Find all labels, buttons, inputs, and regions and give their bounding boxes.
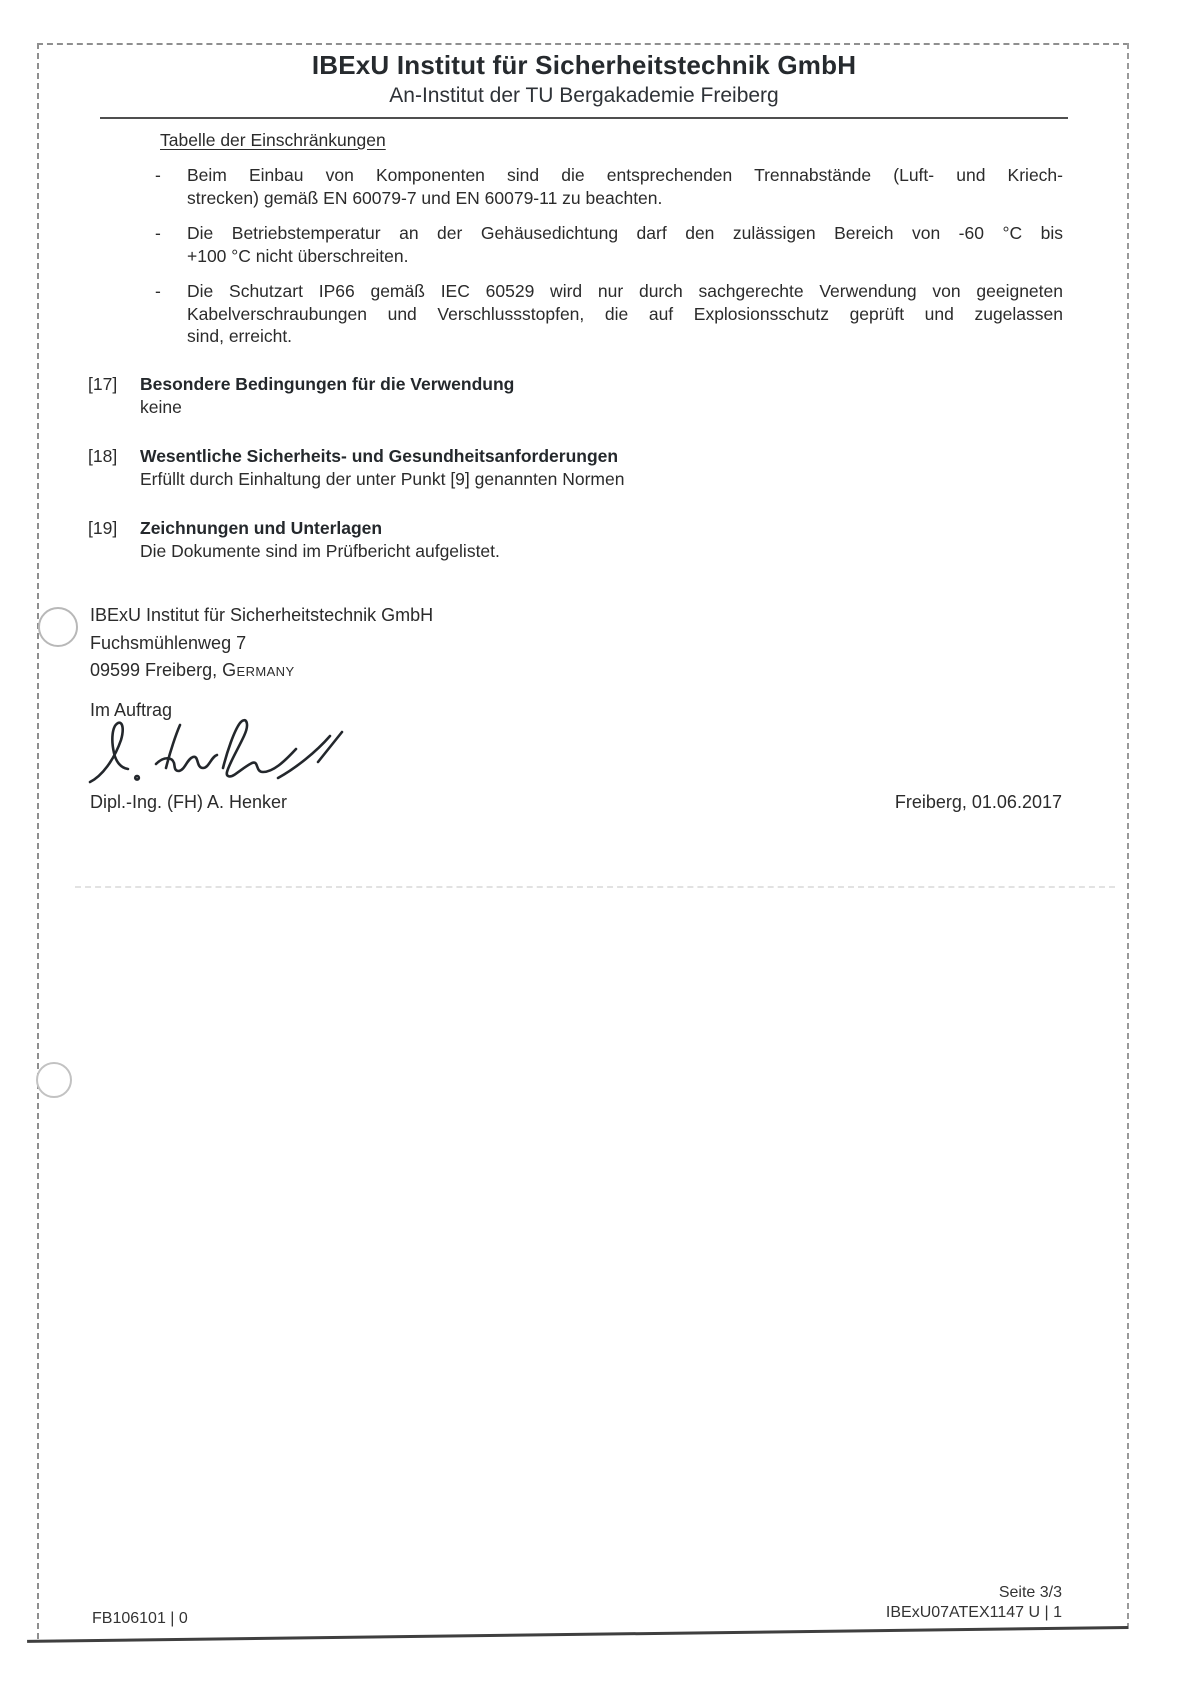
section-18 [88,445,1063,490]
list-item [155,164,1063,209]
country-label: Germany [222,660,295,680]
section-number: [19] [88,518,118,538]
scan-border-right [1127,43,1129,1629]
signature-drawing [82,716,350,796]
company-subtitle: An-Institut der TU Bergakademie Freiberg [389,84,779,107]
punch-hole-bottom [36,1062,72,1098]
faint-separator-line [75,886,1115,888]
certificate-number: IBExU07ATEX1147 U | 1 [885,1604,1062,1621]
list-item [155,222,1063,267]
section-number: [17] [88,374,118,394]
place-date: Freiberg, 01.06.2017 [894,792,1062,812]
address-line: Fuchsmühlenweg 7 [90,632,247,653]
scan-border-left [37,43,39,1639]
numbered-sections [88,373,1063,589]
handwritten-signature [82,716,350,801]
signer-row [90,792,1062,813]
section-content [140,373,514,418]
company-title: IBExU Institut für Sicherheitstechnik GmbH [311,50,857,80]
punch-hole-top [38,607,78,647]
section-17 [88,373,1063,418]
list-item [155,280,1063,348]
letterhead [100,50,1068,119]
section-body: Die Dokumente sind im Prüfbericht aufgelistet. [140,540,500,561]
bullet-dash: - [155,223,161,243]
footer-right-block [700,1583,1062,1623]
section-19 [88,517,1063,562]
bullet-dash: - [155,281,161,301]
address-line: 09599 Freiberg, Germany [90,660,295,680]
restrictions-list [155,164,1063,361]
bullet-text: Die Schutzart IP66 gemäß IEC 60529 wird nur durch sachgerechte Verwendung von geeigneten Kabelverschraubungen und Verschlussstopfen, die auf Explosionsschutz geprüft und zugelassen sind, erreicht. [187,281,1063,346]
bullet-text: Die Betriebstemperatur an der Gehäusedichtung darf den zulässigen Bereich von -60 °C bis +100 °C nicht überschreiten. [187,223,1063,266]
restrictions-heading: Tabelle der Einschränkungen [160,130,386,150]
scan-border-top [37,43,1129,45]
section-body: keine [140,396,182,417]
address-line: IBExU Institut für Sicherheitstechnik GmbH [90,605,434,625]
section-body: Erfüllt durch Einhaltung der unter Punkt [9] genannten Normen [140,468,625,489]
section-heading: Besondere Bedingungen für die Verwendung [140,374,515,394]
on-behalf-label: Im Auftrag [90,700,173,720]
section-number: [18] [88,446,118,466]
issuer-address [90,602,433,685]
scan-bottom-edge [27,1626,1128,1643]
section-heading: Zeichnungen und Unterlagen [140,518,383,538]
section-content [140,517,500,562]
section-heading: Wesentliche Sicherheits- und Gesundheitsanforderungen [140,446,619,466]
signer-name: Dipl.-Ing. (FH) A. Henker [90,792,288,812]
bullet-text: Beim Einbau von Komponenten sind die entsprechenden Trennabstände (Luft- und Kriech- strecken) gemäß EN 60079-7 und EN 60079-11 zu beachten. [187,165,1063,208]
page-number: Seite 3/3 [998,1584,1062,1601]
section-content [140,445,624,490]
bullet-dash: - [155,165,161,185]
form-code: FB106101 | 0 [92,1610,188,1627]
